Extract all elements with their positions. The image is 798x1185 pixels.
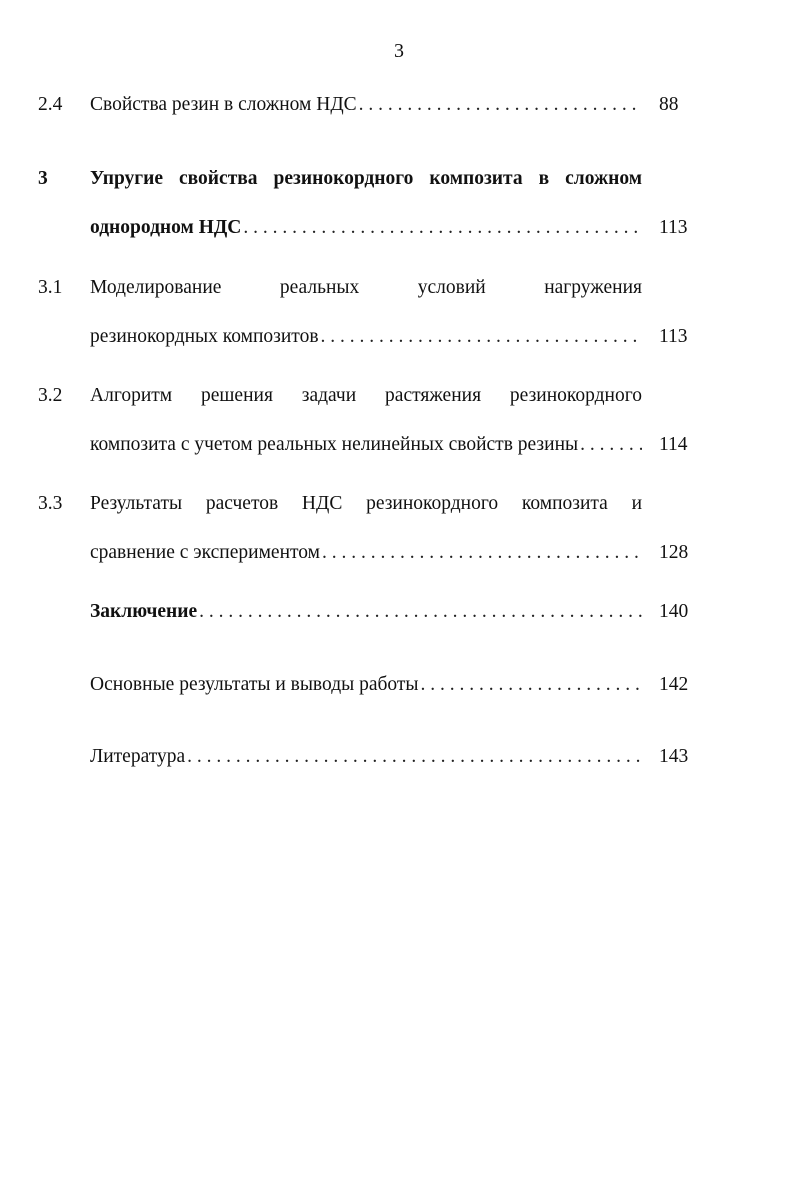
toc-entry-page: 143 — [659, 746, 689, 767]
toc-entry-title-line-2: композита с учетом реальных нелинейных свойств резины — [90, 434, 579, 455]
toc-entry-title: Основные результаты и выводы работы — [90, 674, 419, 695]
toc-entry-title-line-2: однородном НДС — [90, 217, 242, 238]
toc-entry-page: 128 — [659, 542, 689, 563]
toc-entry-number: 3.1 — [38, 277, 63, 298]
dot-leader — [580, 431, 642, 459]
toc-entry-number: 3.2 — [38, 385, 63, 406]
page-number: 3 — [394, 40, 404, 62]
toc-entry-number: 2.4 — [38, 94, 63, 115]
toc-entry-title-line-1: Результаты расчетов НДС резинокордного композита и — [90, 493, 642, 514]
toc-entry-page: 113 — [659, 326, 688, 347]
toc-entry-title-line-1: Упругие свойства резинокордного композита в сложном — [90, 168, 642, 189]
dot-leader — [199, 598, 642, 626]
toc-entry-number: 3 — [38, 168, 48, 189]
toc-entry-page: 88 — [659, 94, 679, 115]
toc-entry-title: Свойства резин в сложном НДС — [90, 94, 357, 115]
toc-entry-page: 140 — [659, 601, 689, 622]
toc-entry-title: Литература — [90, 746, 186, 767]
toc-entry-page: 114 — [659, 434, 688, 455]
toc-entry-title: Заключение — [90, 601, 198, 622]
toc-entry-number: 3.3 — [38, 493, 63, 514]
dot-leader — [322, 539, 642, 567]
toc-entry-title-line-1: Алгоритм решения задачи растяжения резинокордного — [90, 385, 642, 406]
toc-entry-title-line-2: резинокордных композитов — [90, 326, 319, 347]
toc-entry-page: 113 — [659, 217, 688, 238]
toc-entry-title-line-1: Моделирование реальных условий нагружения — [90, 277, 642, 298]
dot-leader — [359, 91, 642, 119]
dot-leader — [243, 214, 642, 242]
toc-entry-title-line-2: сравнение с экспериментом — [90, 542, 320, 563]
dot-leader — [187, 743, 642, 771]
dot-leader — [321, 323, 642, 351]
toc-entry-page: 142 — [659, 674, 689, 695]
dot-leader — [421, 671, 642, 699]
